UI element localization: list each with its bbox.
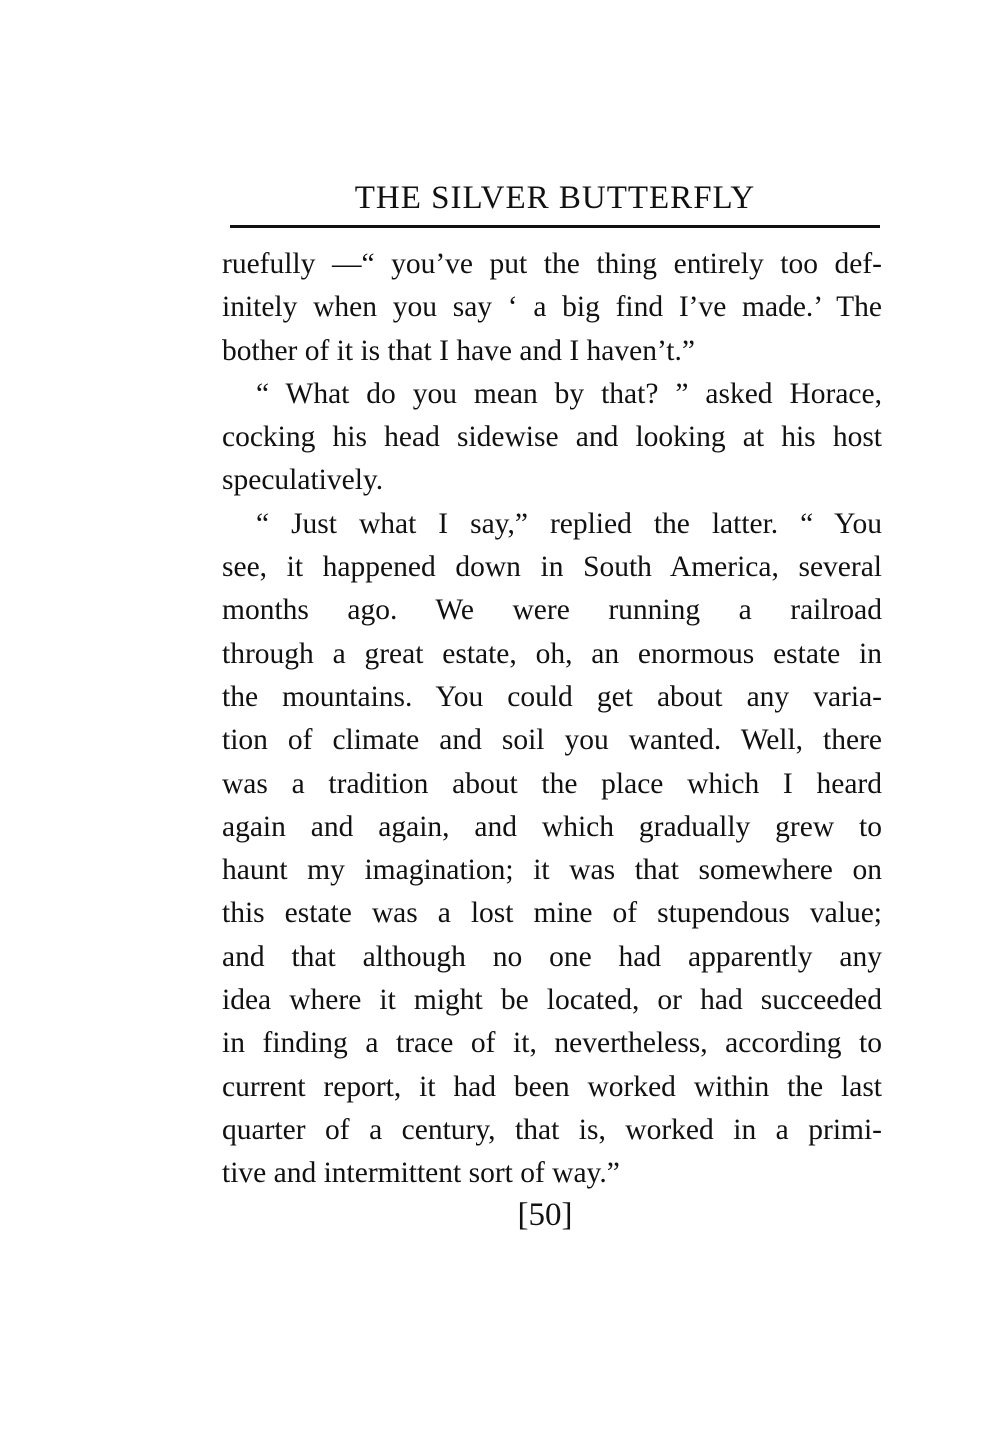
text-line: was a tradition about the place which I heard bbox=[222, 767, 882, 800]
text-line: tion of climate and soil you wanted. Well, there bbox=[222, 724, 882, 757]
text-line: current report, it had been worked within the last bbox=[222, 1070, 882, 1103]
body-text bbox=[222, 243, 882, 1196]
page-number: [50] bbox=[517, 1197, 573, 1233]
text-line: the mountains. You could get about any varia- bbox=[222, 680, 882, 713]
text-line: bother of it is that I have and I haven’t.” bbox=[222, 334, 695, 367]
header-rule bbox=[230, 225, 880, 228]
text-line: in finding a trace of it, nevertheless, according to bbox=[222, 1027, 882, 1060]
text-line: this estate was a lost mine of stupendous value; bbox=[222, 897, 882, 930]
text-line: cocking his head sidewise and looking at his host bbox=[222, 421, 882, 454]
text-line: tive and intermittent sort of way.” bbox=[222, 1157, 620, 1190]
text-line: months ago. We were running a railroad bbox=[222, 594, 882, 627]
text-line: quarter of a century, that is, worked in a primi- bbox=[222, 1113, 882, 1146]
text-line: speculatively. bbox=[222, 464, 384, 497]
running-head: THE SILVER BUTTERFLY bbox=[354, 180, 756, 216]
text-line: haunt my imagination; it was that somewhere on bbox=[222, 854, 882, 887]
text-line: “ What do you mean by that? ” asked Horace, bbox=[256, 377, 882, 410]
text-line: “ Just what I say,” replied the latter. “ You bbox=[256, 507, 882, 540]
text-line: through a great estate, oh, an enormous estate in bbox=[222, 637, 882, 670]
text-line: again and again, and which gradually grew to bbox=[222, 810, 882, 843]
text-line: ruefully —“ you’ve put the thing entirely too def- bbox=[222, 248, 882, 280]
text-line: idea where it might be located, or had succeeded bbox=[222, 984, 882, 1017]
text-line: see, it happened down in South America, several bbox=[222, 551, 882, 584]
text-line: and that although no one had apparently any bbox=[222, 940, 882, 973]
text-line: initely when you say ‘ a big find I’ve made.’ The bbox=[222, 291, 882, 324]
